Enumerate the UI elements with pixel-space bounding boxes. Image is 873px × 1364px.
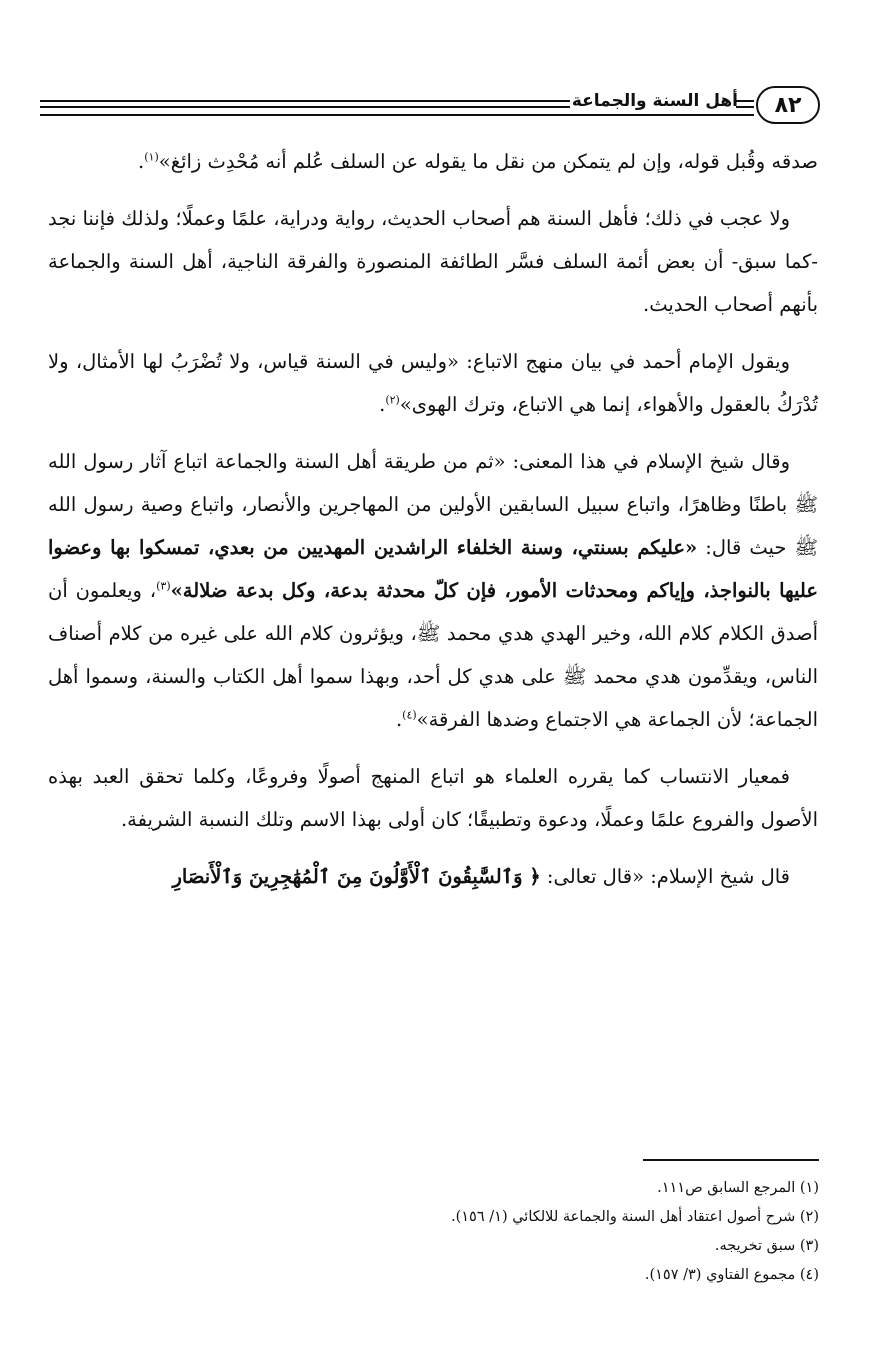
hadith-quote: «عليكم بسنتي، وسنة الخلفاء الراشدين المهديين من بعدي، تمسكوا بها وعضوا عليها بالنواجذ، وإياكم ومحدثات الأمور، فإن كلّ محدثة بدعة، وكل بدعة ضلالة» <box>48 536 818 602</box>
paragraph-1 <box>48 140 818 183</box>
paragraph-5: فمعيار الانتساب كما يقرره العلماء هو اتباع المنهج أصولًا وفروعًا، وكلما تحقق العبد بهذه الأصول والفروع علمًا وعملًا، ودعوة وتطبيقًا؛ كان أولى بهذا الاسم وتلك النسبة الشريفة. <box>48 765 818 831</box>
header-rule-long <box>40 100 570 108</box>
paragraph-6 <box>48 855 818 898</box>
paragraph-4-end: . <box>395 708 403 731</box>
footnote-2: (٢) شرح أصول اعتقاد أهل السنة والجماعة للالكائي (١/ ١٥٦). <box>450 1209 819 1225</box>
paragraph-1-end: . <box>138 150 145 173</box>
paragraph-4-text-a: وقال شيخ الإسلام في هذا المعنى: «ثم من طريقة أهل السنة والجماعة اتباع آثار رسول الله ﷺ باطنًا وظاهرًا، واتباع سبيل السابقين الأولين من المهاجرين والأنصار، واتباع وصية رسول الله ﷺ حيث قال: <box>48 450 818 559</box>
paragraph-2: ولا عجب في ذلك؛ فأهل السنة هم أصحاب الحديث، رواية ودراية، علمًا وعملًا؛ ولذلك فإننا نجد -كما سبق- أن بعض أئمة السلف فسَّر الطائفة المنصورة والفرقة الناجية، أهل السنة والجماعة بأنهم أصحاب الحديث. <box>48 207 818 316</box>
footnote-1: (١) المرجع السابق ص١١١. <box>657 1180 819 1196</box>
header-underline <box>40 114 754 116</box>
paragraph-3-text: ويقول الإمام أحمد في بيان منهج الاتباع: «وليس في السنة قياس، ولا تُضْرَبُ لها الأمثال، ولا تُدْرَكُ بالعقول والأهواء، إنما هي الاتباع، وترك الهوى» <box>48 350 818 416</box>
footnote-ref-4[interactable]: (٤) <box>402 708 417 722</box>
body-text <box>48 140 818 912</box>
header-rule-short <box>736 100 754 108</box>
paragraph-3-end: . <box>379 393 386 416</box>
footnote-ref-2[interactable]: (٢) <box>385 393 400 407</box>
footnote-4: (٤) مجموع الفتاوي (٣/ ١٥٧). <box>644 1267 819 1283</box>
paragraph-6-text: قال شيخ الإسلام: «قال تعالى: <box>540 865 790 888</box>
paragraph-1-text: صدقه وقُبل قوله، وإن لم يتمكن من نقل ما يقوله عن السلف عُلم أنه مُحْدِث زائغ» <box>158 150 818 173</box>
footnote-ref-3[interactable]: (٣) <box>156 579 171 593</box>
quran-verse: ﴿ وَٱلسَّٰبِقُونَ ٱلْأَوَّلُونَ مِنَ ٱلْمُهَٰجِرِينَ وَٱلْأَنصَارِ <box>172 865 541 888</box>
footnote-3: (٣) سبق تخريجه. <box>714 1238 819 1254</box>
footnote-separator <box>643 1159 819 1161</box>
footnotes <box>79 1174 819 1290</box>
paragraph-3 <box>48 340 818 426</box>
paragraph-4 <box>48 440 818 741</box>
running-title: أهل السنة والجماعة <box>571 91 738 111</box>
page-header <box>40 84 820 132</box>
footnote-ref-1[interactable]: (١) <box>144 150 159 164</box>
page-number: ٨٢ <box>756 86 820 124</box>
paragraph-4-text-b: ، ويعلمون أن أصدق الكلام كلام الله، وخير الهدي هدي محمد ﷺ، ويؤثرون كلام الله على غيره من كلام أصناف الناس، ويقدِّمون هدي محمد ﷺ على هدي كل أحد، وبهذا سموا أهل الكتاب والسنة، وسموا أهل الجماعة؛ لأن الجماعة هي الاجتماع وضدها الفرقة» <box>48 579 818 731</box>
